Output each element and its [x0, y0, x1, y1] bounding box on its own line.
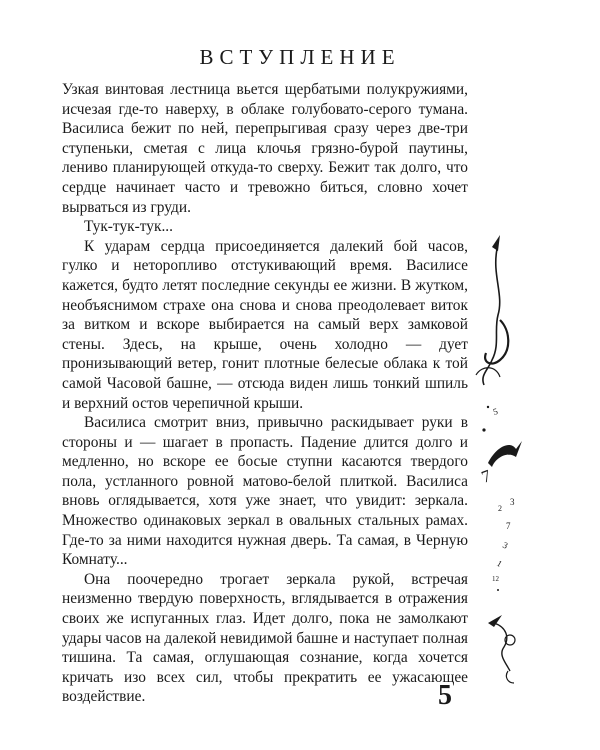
paragraph: Узкая винтовая лестница вьется щербатыми полукружиями, исчезая где-то наверху, в облаке голубовато-серого тумана. Василиса бежит по ней, перепрыгивая сразу через две-три ступеньки, сметая с лица клочья грязно-бурой паутины, лениво планирующей откуда-то сверху. Бежит так долго, что сердце начинает часто и тревожно биться, словно хочет вырваться из груди. [62, 81, 468, 216]
paragraph: Тук-тук-тук... [84, 218, 173, 236]
ornament-digit: 3 [510, 497, 515, 507]
clock-hands-ornament [470, 235, 540, 685]
ornament-dot [497, 589, 499, 591]
ornament-digit: 7 [478, 465, 494, 487]
ornament-digit: 2 [498, 504, 502, 513]
paragraph: Она поочередно трогает зеркала рукой, встречая неизменно твердую поверхность, вглядывается в отражения своих же испуганных глаз. Идет долго, пока не замолкают удары часов на далекой невидимой башне и наступает полная тишина. Та самая, оглушающая сознание, когда хочется кричать изо всех сил, чтобы прекратить ее ужасающее воздействие. [62, 570, 468, 706]
ornament-digit: 5 [491, 406, 499, 417]
ornament-digit: 3 [501, 539, 510, 551]
chapter-title: ВСТУПЛЕНИЕ [199, 45, 401, 69]
ornament-digit: 7 [506, 521, 511, 531]
upper-hand-swash [476, 368, 500, 377]
ornament-digit: 12 [492, 575, 499, 583]
lower-hand-tail [506, 671, 514, 683]
ornament-dot [482, 428, 485, 431]
ornament-digit: 1 [495, 558, 504, 569]
middle-clock-hand [488, 441, 522, 467]
page-number: 5 [438, 680, 452, 711]
paragraph: К ударам сердца присоединяется далекий бой часов, гулко и неторопливо отстукивающий время. Василисе кажется, будто летят последние секунды ее жизни. В жутком, необъяснимом страхе она снова и снова преодолевает виток за витком и вскоре выбирается на самый верх замковой стены. Здесь, на крыше, очень холодно — дует пронизывающий ветер, гонит плотные белесые облака к той самой Часовой башне, — отсюда виден лишь тонкий шпиль и верхний остов черепичной крыши. [62, 237, 468, 412]
chapter-body [62, 80, 468, 707]
upper-clock-hand [492, 235, 500, 251]
lower-hand-stem [494, 623, 510, 671]
ornament-dot [487, 406, 489, 408]
paragraph: Василиса смотрит вниз, привычно раскидывает руки в стороны и — шагает в пропасть. Падение длится долго и медленно, но вскоре ее босые ступни касаются твердого пола, устланного ровной матово-белой плиткой. Василиса вновь оглядывается, хотя уже знает, что увидит: зеркала. Множество одинаковых зеркал в овальных стальных рамах. Где-то за ними находится нужная дверь. Та самая, в Черную Комнату... [62, 414, 468, 569]
